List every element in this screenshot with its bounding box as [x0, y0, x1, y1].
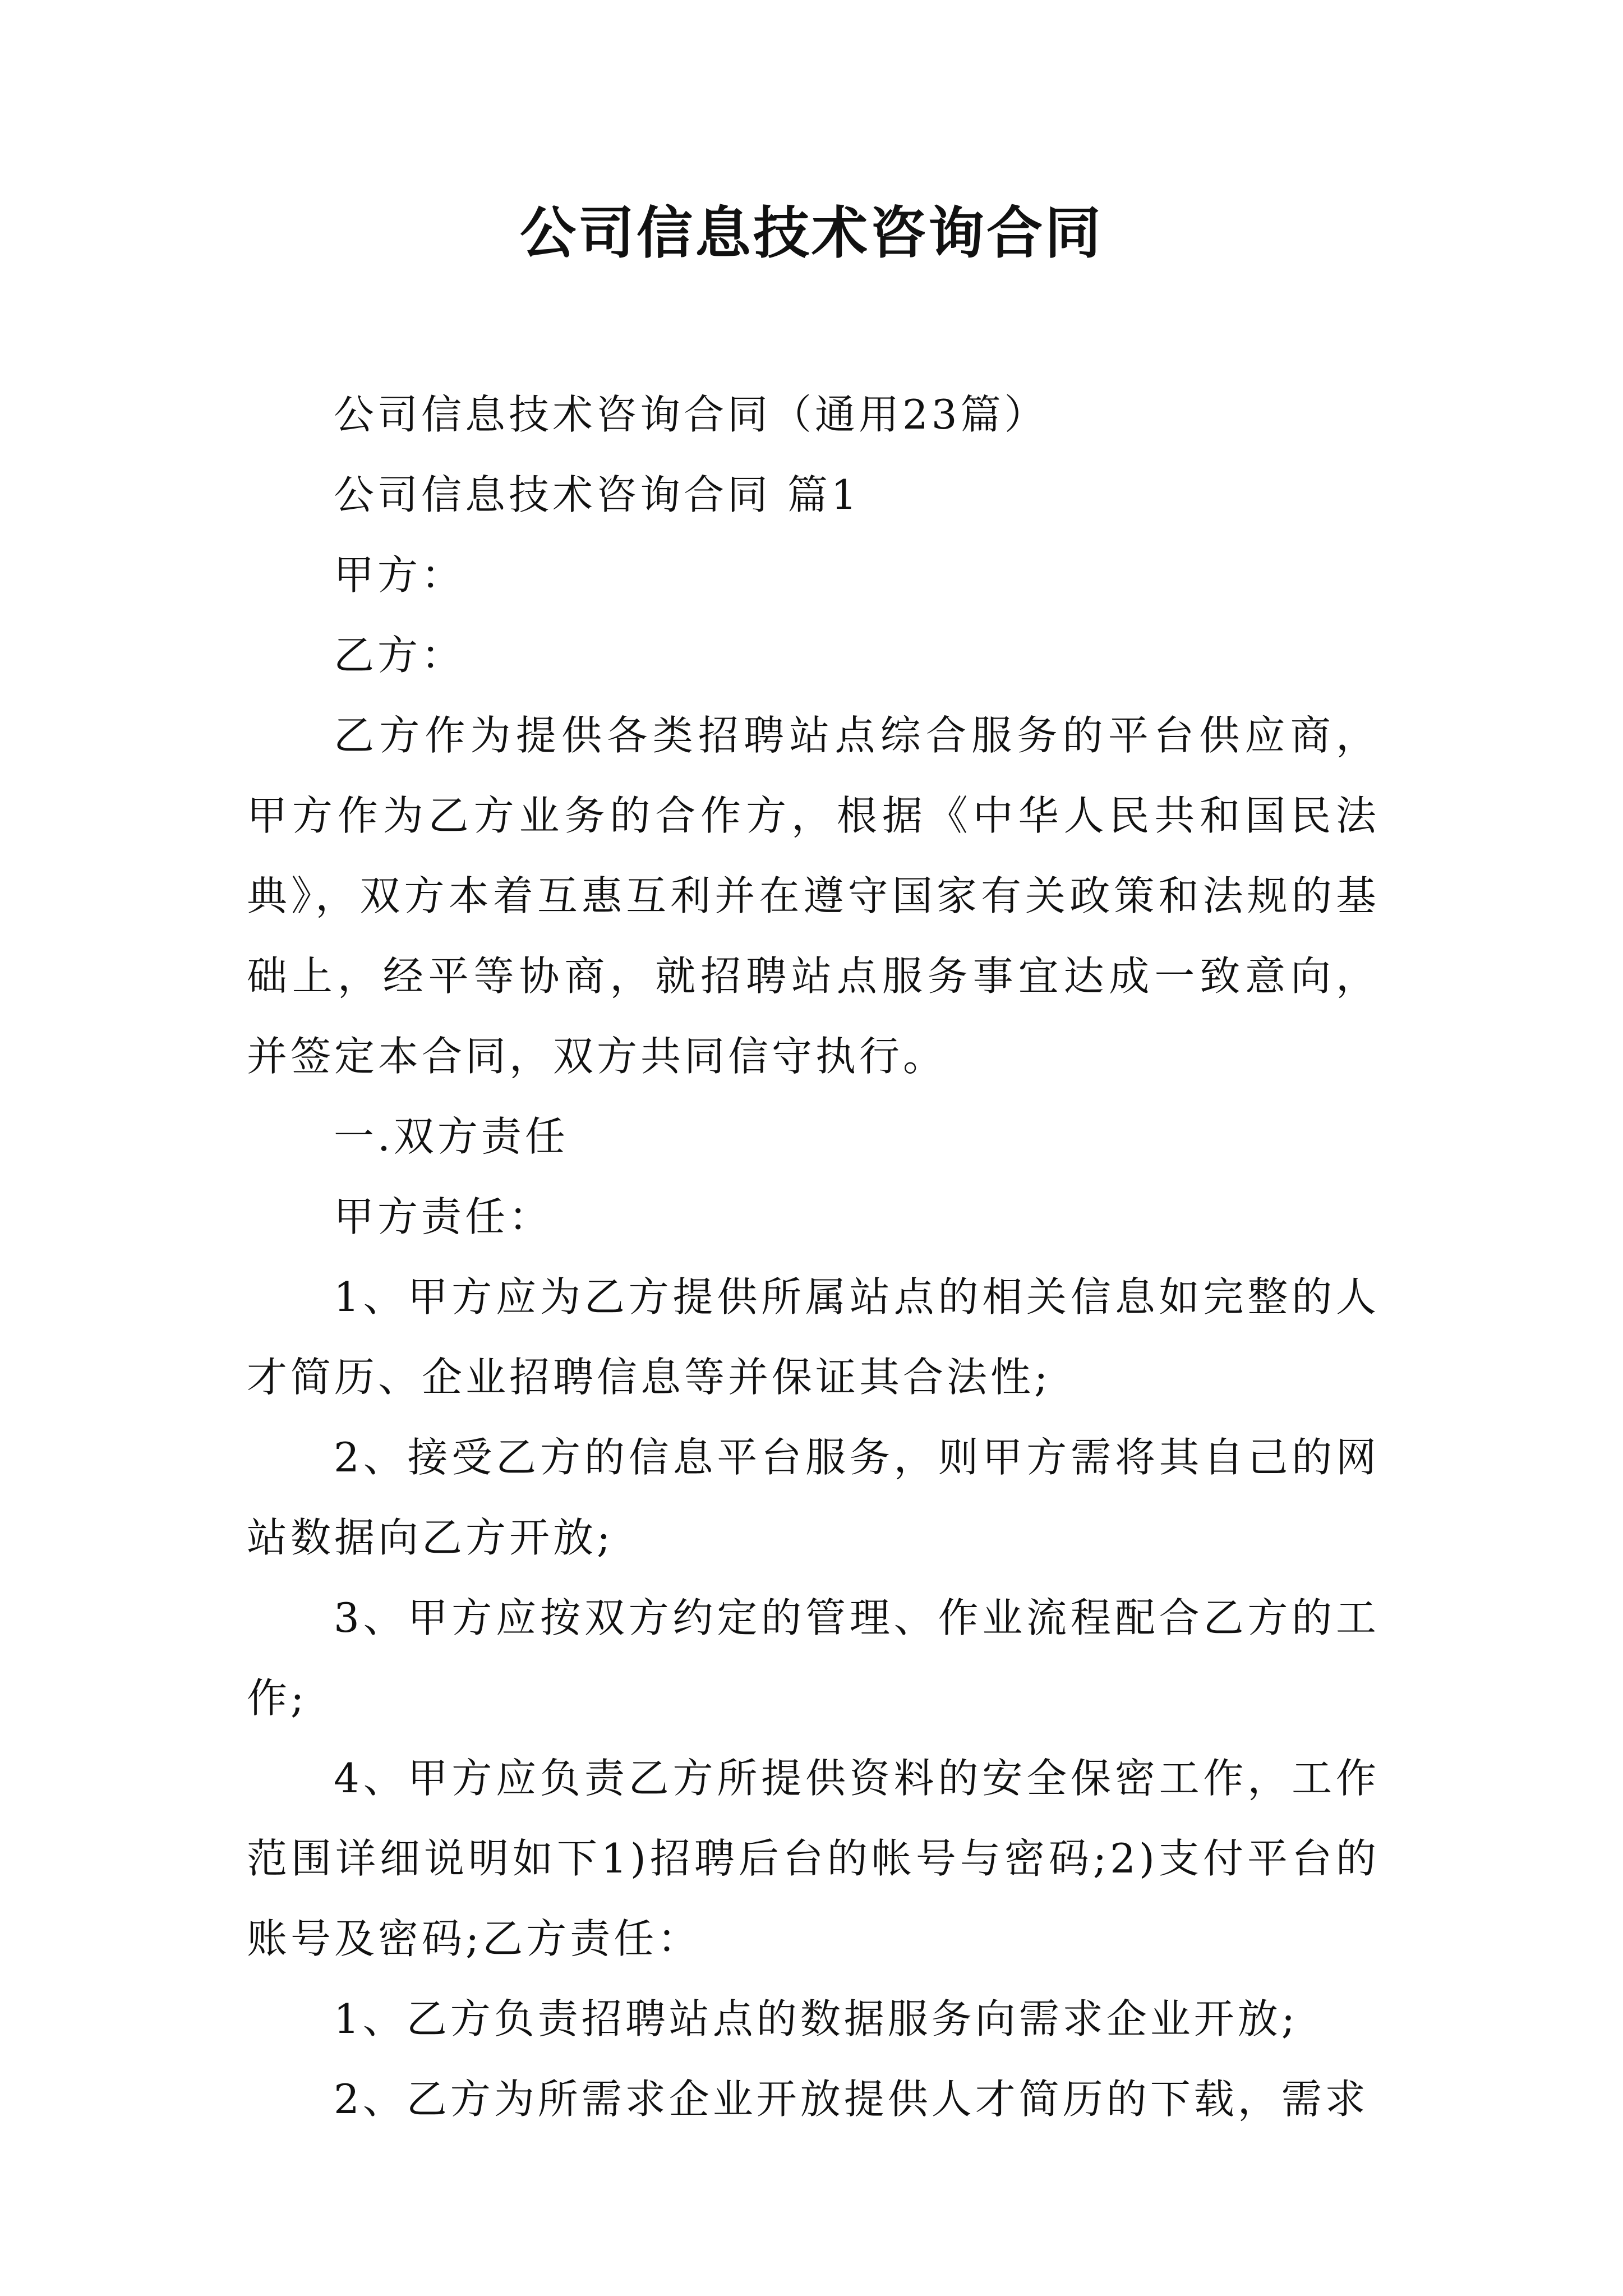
paragraph-clause: 3、甲方应按双方约定的管理、作业流程配合乙方的工作;: [247, 1594, 1380, 1722]
paragraph-subtitle: 公司信息技术咨询合同（通用23篇）: [334, 391, 1048, 438]
document-body: [247, 375, 1380, 2139]
paragraph-party-b: 乙方：: [334, 632, 465, 679]
paragraph-preamble: 乙方作为提供各类招聘站点综合服务的平台供应商，甲方作为乙方业务的合作方，根据《中华人民共和国民法典》，双方本着互惠互利并在遵守国家有关政策和法规的基础上，经平等协商，就招聘站点服务事宜达成一致意向，并签定本合同，双方共同信守执行。: [247, 712, 1380, 1080]
paragraph-clause: 1、乙方负责招聘站点的数据服务向需求企业开放;: [334, 1995, 1299, 2042]
paragraph-responsibilities-heading: 一.双方责任: [334, 1113, 569, 1160]
paragraph-party-a: 甲方：: [334, 551, 465, 599]
paragraph-clause: 1、甲方应为乙方提供所属站点的相关信息如完整的人才简历、企业招聘信息等并保证其合法性;: [247, 1273, 1380, 1401]
paragraph-party-a-responsibilities: 甲方责任：: [334, 1193, 553, 1240]
paragraph-section-heading: 公司信息技术咨询合同 篇1: [334, 471, 860, 518]
paragraph-clause: 4、甲方应负责乙方所提供资料的安全保密工作，工作范围详细说明如下1)招聘后台的帐号与密码;2)支付平台的账号及密码;乙方责任：: [247, 1755, 1380, 1962]
paragraph-clause: 2、乙方为所需求企业开放提供人才简历的下载，需求: [334, 2076, 1369, 2123]
paragraph-clause: 2、接受乙方的信息平台服务，则甲方需将其自己的网站数据向乙方开放;: [247, 1434, 1380, 1561]
document-title: 公司信息技术咨询合同: [520, 200, 1103, 266]
